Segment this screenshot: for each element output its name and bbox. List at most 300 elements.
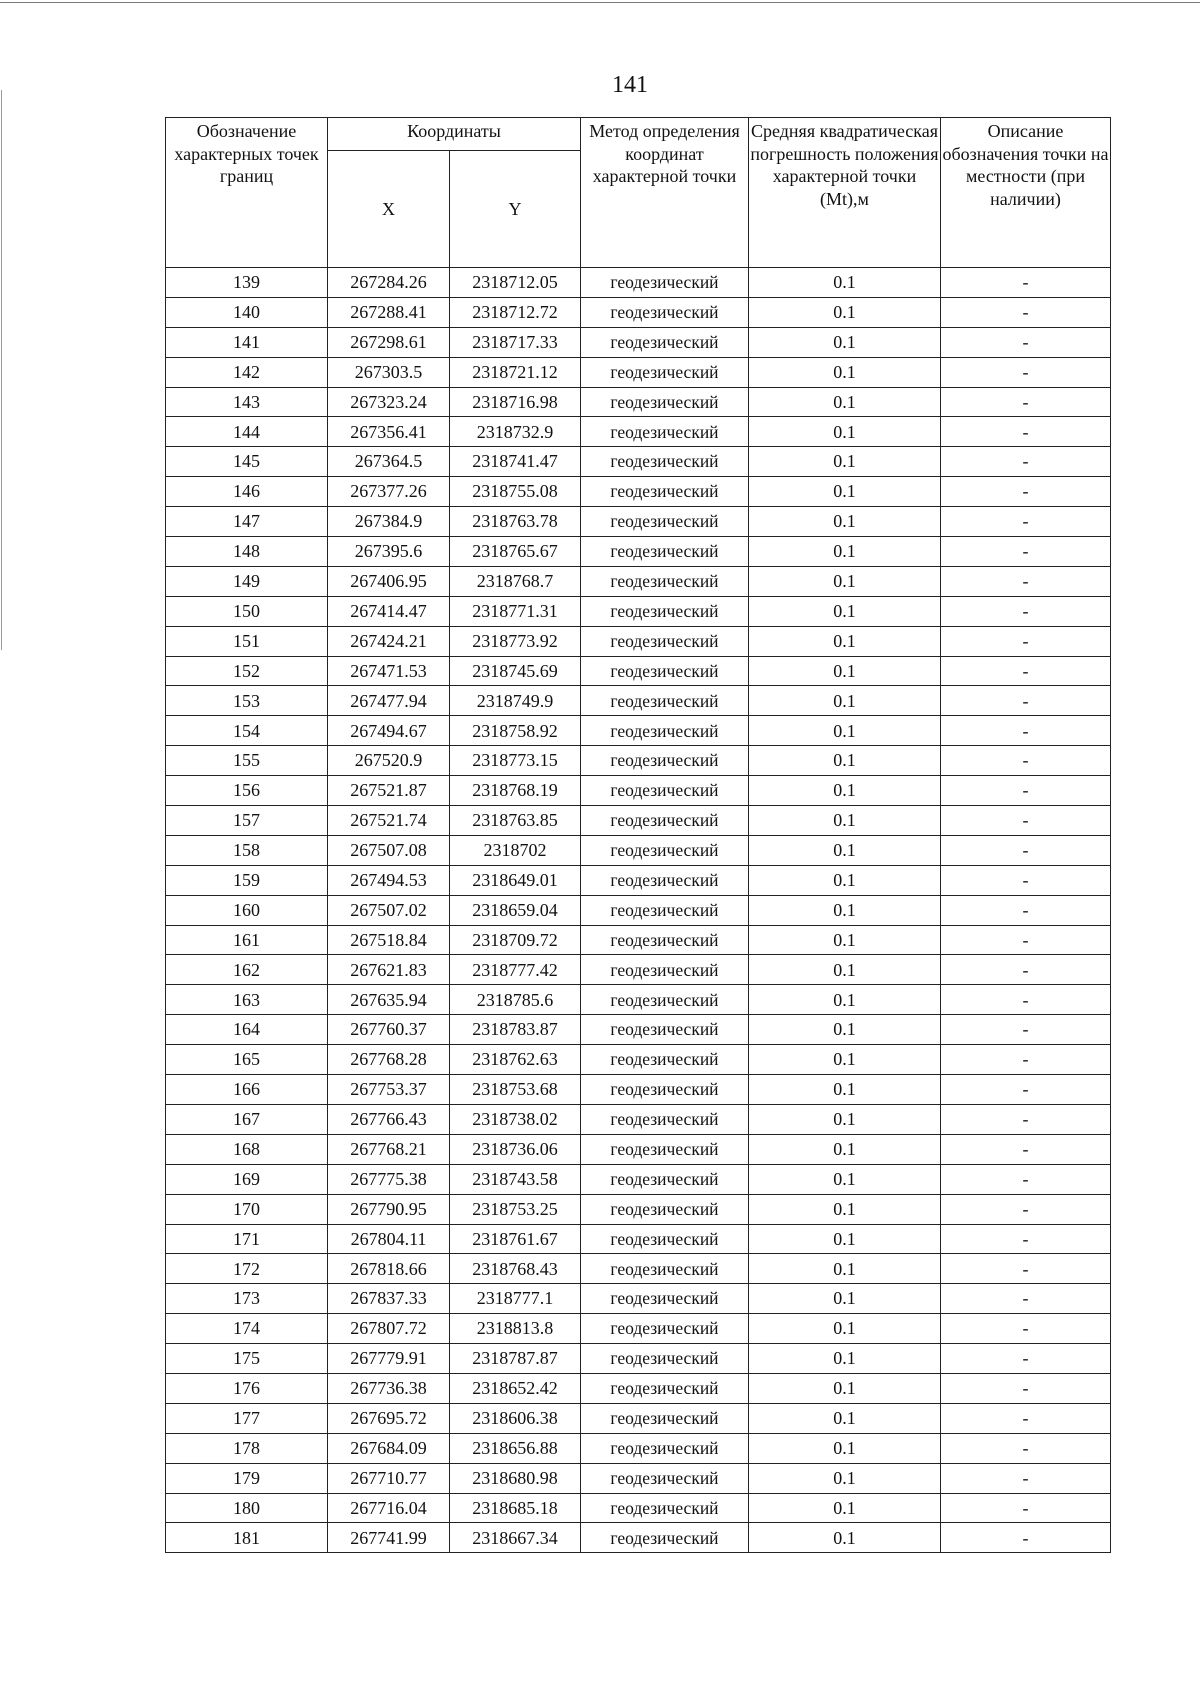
table-row — [166, 776, 1111, 806]
cell-y: 2318768.43 — [450, 1254, 581, 1284]
cell-y: 2318762.63 — [450, 1045, 581, 1075]
cell-x: 267303.5 — [328, 357, 450, 387]
table-row — [166, 806, 1111, 836]
cell-error: 0.1 — [749, 776, 941, 806]
cell-error: 0.1 — [749, 1523, 941, 1553]
cell-x: 267424.21 — [328, 626, 450, 656]
cell-point: 142 — [166, 357, 328, 387]
cell-point: 144 — [166, 417, 328, 447]
cell-error: 0.1 — [749, 477, 941, 507]
cell-x: 267323.24 — [328, 387, 450, 417]
cell-error: 0.1 — [749, 865, 941, 895]
cell-error: 0.1 — [749, 596, 941, 626]
cell-y: 2318785.6 — [450, 985, 581, 1015]
cell-method: геодезический — [581, 1194, 749, 1224]
cell-y: 2318745.69 — [450, 656, 581, 686]
cell-method: геодезический — [581, 447, 749, 477]
header-point: Обозначение характерных точек границ — [166, 118, 328, 268]
cell-y: 2318659.04 — [450, 895, 581, 925]
cell-method: геодезический — [581, 297, 749, 327]
cell-y: 2318656.88 — [450, 1433, 581, 1463]
table-row — [166, 1373, 1111, 1403]
cell-y: 2318777.1 — [450, 1284, 581, 1314]
cell-point: 150 — [166, 596, 328, 626]
cell-error: 0.1 — [749, 1493, 941, 1523]
cell-description: - — [941, 268, 1111, 298]
cell-description: - — [941, 1224, 1111, 1254]
cell-error: 0.1 — [749, 656, 941, 686]
cell-x: 267695.72 — [328, 1403, 450, 1433]
cell-point: 140 — [166, 297, 328, 327]
cell-method: геодезический — [581, 865, 749, 895]
cell-description: - — [941, 297, 1111, 327]
cell-method: геодезический — [581, 746, 749, 776]
cell-method: геодезический — [581, 776, 749, 806]
cell-point: 159 — [166, 865, 328, 895]
table-row — [166, 1314, 1111, 1344]
cell-point: 165 — [166, 1045, 328, 1075]
cell-method: геодезический — [581, 1104, 749, 1134]
cell-x: 267477.94 — [328, 686, 450, 716]
cell-x: 267741.99 — [328, 1523, 450, 1553]
cell-y: 2318652.42 — [450, 1373, 581, 1403]
cell-method: геодезический — [581, 1284, 749, 1314]
cell-point: 175 — [166, 1344, 328, 1374]
cell-y: 2318787.87 — [450, 1344, 581, 1374]
cell-y: 2318741.47 — [450, 447, 581, 477]
cell-y: 2318773.92 — [450, 626, 581, 656]
cell-y: 2318771.31 — [450, 596, 581, 626]
cell-x: 267635.94 — [328, 985, 450, 1015]
cell-x: 267406.95 — [328, 566, 450, 596]
table-row — [166, 1194, 1111, 1224]
cell-point: 155 — [166, 746, 328, 776]
cell-x: 267494.67 — [328, 716, 450, 746]
cell-error: 0.1 — [749, 985, 941, 1015]
cell-method: геодезический — [581, 1344, 749, 1374]
cell-method: геодезический — [581, 895, 749, 925]
table-row — [166, 1104, 1111, 1134]
table-row — [166, 447, 1111, 477]
cell-method: геодезический — [581, 1015, 749, 1045]
cell-method: геодезический — [581, 357, 749, 387]
table-body — [166, 268, 1111, 1553]
cell-description: - — [941, 656, 1111, 686]
table-row — [166, 1344, 1111, 1374]
cell-method: геодезический — [581, 1433, 749, 1463]
cell-y: 2318702 — [450, 835, 581, 865]
table-row — [166, 1433, 1111, 1463]
table-row — [166, 925, 1111, 955]
cell-description: - — [941, 865, 1111, 895]
cell-method: геодезический — [581, 268, 749, 298]
scan-edge-line — [1, 90, 2, 650]
cell-error: 0.1 — [749, 297, 941, 327]
table-row — [166, 1045, 1111, 1075]
cell-point: 145 — [166, 447, 328, 477]
cell-description: - — [941, 955, 1111, 985]
cell-error: 0.1 — [749, 327, 941, 357]
cell-error: 0.1 — [749, 357, 941, 387]
cell-y: 2318753.25 — [450, 1194, 581, 1224]
cell-y: 2318649.01 — [450, 865, 581, 895]
cell-y: 2318712.72 — [450, 297, 581, 327]
cell-method: геодезический — [581, 417, 749, 447]
table-row — [166, 566, 1111, 596]
cell-method: геодезический — [581, 596, 749, 626]
cell-method: геодезический — [581, 626, 749, 656]
cell-x: 267775.38 — [328, 1164, 450, 1194]
cell-point: 174 — [166, 1314, 328, 1344]
table-row — [166, 1523, 1111, 1553]
cell-x: 267736.38 — [328, 1373, 450, 1403]
cell-description: - — [941, 686, 1111, 716]
cell-method: геодезический — [581, 716, 749, 746]
cell-error: 0.1 — [749, 925, 941, 955]
cell-x: 267377.26 — [328, 477, 450, 507]
cell-error: 0.1 — [749, 1403, 941, 1433]
cell-x: 267284.26 — [328, 268, 450, 298]
table-row — [166, 1254, 1111, 1284]
cell-method: геодезический — [581, 327, 749, 357]
cell-y: 2318685.18 — [450, 1493, 581, 1523]
cell-method: геодезический — [581, 1314, 749, 1344]
cell-method: геодезический — [581, 1075, 749, 1105]
table-row — [166, 1284, 1111, 1314]
cell-y: 2318736.06 — [450, 1134, 581, 1164]
cell-description: - — [941, 1314, 1111, 1344]
table-row — [166, 835, 1111, 865]
cell-y: 2318813.8 — [450, 1314, 581, 1344]
header-error: Средняя квадратическая погрешность положения характерной точки (Mt),м — [749, 118, 941, 268]
cell-description: - — [941, 746, 1111, 776]
table-row — [166, 477, 1111, 507]
cell-x: 267507.02 — [328, 895, 450, 925]
cell-x: 267766.43 — [328, 1104, 450, 1134]
table-row — [166, 985, 1111, 1015]
cell-method: геодезический — [581, 1045, 749, 1075]
cell-y: 2318712.05 — [450, 268, 581, 298]
cell-y: 2318765.67 — [450, 537, 581, 567]
cell-description: - — [941, 835, 1111, 865]
cell-error: 0.1 — [749, 1373, 941, 1403]
cell-error: 0.1 — [749, 537, 941, 567]
cell-x: 267471.53 — [328, 656, 450, 686]
cell-method: геодезический — [581, 566, 749, 596]
cell-description: - — [941, 776, 1111, 806]
cell-point: 160 — [166, 895, 328, 925]
cell-method: геодезический — [581, 1373, 749, 1403]
cell-x: 267364.5 — [328, 447, 450, 477]
table-row — [166, 656, 1111, 686]
cell-x: 267356.41 — [328, 417, 450, 447]
cell-y: 2318761.67 — [450, 1224, 581, 1254]
cell-description: - — [941, 1104, 1111, 1134]
cell-error: 0.1 — [749, 566, 941, 596]
cell-y: 2318716.98 — [450, 387, 581, 417]
cell-point: 171 — [166, 1224, 328, 1254]
cell-point: 157 — [166, 806, 328, 836]
cell-method: геодезический — [581, 985, 749, 1015]
cell-error: 0.1 — [749, 268, 941, 298]
cell-x: 267818.66 — [328, 1254, 450, 1284]
cell-x: 267395.6 — [328, 537, 450, 567]
cell-error: 0.1 — [749, 387, 941, 417]
table-row — [166, 507, 1111, 537]
cell-point: 177 — [166, 1403, 328, 1433]
table-row — [166, 895, 1111, 925]
cell-description: - — [941, 1194, 1111, 1224]
cell-error: 0.1 — [749, 1224, 941, 1254]
cell-method: геодезический — [581, 835, 749, 865]
cell-y: 2318732.9 — [450, 417, 581, 447]
cell-x: 267298.61 — [328, 327, 450, 357]
cell-y: 2318755.08 — [450, 477, 581, 507]
cell-point: 176 — [166, 1373, 328, 1403]
table-row — [166, 1403, 1111, 1433]
cell-x: 267518.84 — [328, 925, 450, 955]
cell-description: - — [941, 1134, 1111, 1164]
cell-error: 0.1 — [749, 1314, 941, 1344]
cell-x: 267288.41 — [328, 297, 450, 327]
cell-method: геодезический — [581, 477, 749, 507]
cell-y: 2318768.19 — [450, 776, 581, 806]
cell-point: 180 — [166, 1493, 328, 1523]
cell-description: - — [941, 985, 1111, 1015]
cell-method: геодезический — [581, 1523, 749, 1553]
cell-description: - — [941, 626, 1111, 656]
cell-point: 147 — [166, 507, 328, 537]
cell-description: - — [941, 387, 1111, 417]
cell-y: 2318777.42 — [450, 955, 581, 985]
cell-y: 2318773.15 — [450, 746, 581, 776]
cell-y: 2318763.78 — [450, 507, 581, 537]
cell-x: 267384.9 — [328, 507, 450, 537]
table-row — [166, 357, 1111, 387]
cell-point: 166 — [166, 1075, 328, 1105]
cell-description: - — [941, 1344, 1111, 1374]
table-row — [166, 746, 1111, 776]
cell-point: 149 — [166, 566, 328, 596]
cell-description: - — [941, 1284, 1111, 1314]
cell-description: - — [941, 507, 1111, 537]
cell-y: 2318606.38 — [450, 1403, 581, 1433]
cell-y: 2318763.85 — [450, 806, 581, 836]
cell-error: 0.1 — [749, 626, 941, 656]
table-row — [166, 327, 1111, 357]
cell-x: 267521.74 — [328, 806, 450, 836]
cell-error: 0.1 — [749, 806, 941, 836]
table-row — [166, 268, 1111, 298]
cell-y: 2318717.33 — [450, 327, 581, 357]
cell-error: 0.1 — [749, 955, 941, 985]
cell-point: 169 — [166, 1164, 328, 1194]
cell-method: геодезический — [581, 387, 749, 417]
table-row — [166, 716, 1111, 746]
cell-method: геодезический — [581, 1403, 749, 1433]
cell-x: 267768.28 — [328, 1045, 450, 1075]
cell-description: - — [941, 1015, 1111, 1045]
cell-error: 0.1 — [749, 686, 941, 716]
cell-description: - — [941, 1403, 1111, 1433]
cell-point: 154 — [166, 716, 328, 746]
cell-x: 267779.91 — [328, 1344, 450, 1374]
cell-description: - — [941, 806, 1111, 836]
cell-point: 143 — [166, 387, 328, 417]
cell-description: - — [941, 417, 1111, 447]
table-row — [166, 1463, 1111, 1493]
cell-point: 162 — [166, 955, 328, 985]
header-description: Описание обозначения точки на местности (при наличии) — [941, 118, 1111, 268]
cell-error: 0.1 — [749, 1254, 941, 1284]
cell-method: геодезический — [581, 537, 749, 567]
table-row — [166, 686, 1111, 716]
cell-method: геодезический — [581, 1254, 749, 1284]
cell-error: 0.1 — [749, 1164, 941, 1194]
cell-method: геодезический — [581, 1224, 749, 1254]
header-x: X — [328, 151, 450, 268]
cell-x: 267837.33 — [328, 1284, 450, 1314]
cell-x: 267753.37 — [328, 1075, 450, 1105]
cell-x: 267507.08 — [328, 835, 450, 865]
cell-error: 0.1 — [749, 507, 941, 537]
cell-point: 181 — [166, 1523, 328, 1553]
header-coordinates: Координаты — [328, 118, 581, 151]
cell-description: - — [941, 925, 1111, 955]
cell-point: 179 — [166, 1463, 328, 1493]
cell-method: геодезический — [581, 806, 749, 836]
cell-point: 173 — [166, 1284, 328, 1314]
cell-point: 153 — [166, 686, 328, 716]
cell-error: 0.1 — [749, 417, 941, 447]
cell-point: 152 — [166, 656, 328, 686]
cell-method: геодезический — [581, 507, 749, 537]
cell-error: 0.1 — [749, 1134, 941, 1164]
cell-description: - — [941, 1045, 1111, 1075]
cell-x: 267520.9 — [328, 746, 450, 776]
table-row — [166, 865, 1111, 895]
header-y: Y — [450, 151, 581, 268]
cell-method: геодезический — [581, 1463, 749, 1493]
cell-description: - — [941, 1493, 1111, 1523]
cell-point: 146 — [166, 477, 328, 507]
cell-y: 2318743.58 — [450, 1164, 581, 1194]
cell-x: 267807.72 — [328, 1314, 450, 1344]
boundary-points-table — [165, 117, 1111, 1553]
cell-error: 0.1 — [749, 447, 941, 477]
cell-description: - — [941, 1523, 1111, 1553]
cell-x: 267494.53 — [328, 865, 450, 895]
top-border-line — [0, 2, 1200, 3]
cell-error: 0.1 — [749, 1463, 941, 1493]
cell-point: 156 — [166, 776, 328, 806]
cell-method: геодезический — [581, 656, 749, 686]
cell-method: геодезический — [581, 1493, 749, 1523]
cell-method: геодезический — [581, 925, 749, 955]
cell-y: 2318768.7 — [450, 566, 581, 596]
cell-x: 267716.04 — [328, 1493, 450, 1523]
cell-error: 0.1 — [749, 1194, 941, 1224]
table-row — [166, 297, 1111, 327]
cell-description: - — [941, 537, 1111, 567]
cell-y: 2318758.92 — [450, 716, 581, 746]
cell-point: 172 — [166, 1254, 328, 1284]
table-row — [166, 626, 1111, 656]
cell-point: 170 — [166, 1194, 328, 1224]
cell-description: - — [941, 1463, 1111, 1493]
cell-description: - — [941, 1373, 1111, 1403]
table-row — [166, 1164, 1111, 1194]
cell-point: 167 — [166, 1104, 328, 1134]
cell-y: 2318709.72 — [450, 925, 581, 955]
cell-point: 139 — [166, 268, 328, 298]
cell-point: 148 — [166, 537, 328, 567]
cell-description: - — [941, 596, 1111, 626]
table-row — [166, 955, 1111, 985]
cell-point: 178 — [166, 1433, 328, 1463]
cell-point: 158 — [166, 835, 328, 865]
table-row — [166, 387, 1111, 417]
cell-y: 2318738.02 — [450, 1104, 581, 1134]
table-row — [166, 1493, 1111, 1523]
cell-description: - — [941, 1075, 1111, 1105]
table-row — [166, 1224, 1111, 1254]
cell-point: 141 — [166, 327, 328, 357]
cell-description: - — [941, 895, 1111, 925]
cell-point: 163 — [166, 985, 328, 1015]
table-row — [166, 1134, 1111, 1164]
cell-x: 267684.09 — [328, 1433, 450, 1463]
cell-error: 0.1 — [749, 1433, 941, 1463]
cell-x: 267710.77 — [328, 1463, 450, 1493]
page-number: 141 — [612, 72, 648, 98]
cell-error: 0.1 — [749, 895, 941, 925]
cell-error: 0.1 — [749, 1344, 941, 1374]
cell-method: геодезический — [581, 686, 749, 716]
cell-x: 267521.87 — [328, 776, 450, 806]
cell-error: 0.1 — [749, 746, 941, 776]
cell-x: 267804.11 — [328, 1224, 450, 1254]
cell-description: - — [941, 1164, 1111, 1194]
cell-description: - — [941, 1254, 1111, 1284]
cell-error: 0.1 — [749, 1045, 941, 1075]
cell-y: 2318667.34 — [450, 1523, 581, 1553]
cell-description: - — [941, 477, 1111, 507]
cell-error: 0.1 — [749, 1015, 941, 1045]
cell-y: 2318721.12 — [450, 357, 581, 387]
cell-error: 0.1 — [749, 835, 941, 865]
cell-x: 267768.21 — [328, 1134, 450, 1164]
cell-x: 267414.47 — [328, 596, 450, 626]
cell-description: - — [941, 447, 1111, 477]
cell-description: - — [941, 1433, 1111, 1463]
cell-method: геодезический — [581, 1164, 749, 1194]
cell-y: 2318749.9 — [450, 686, 581, 716]
cell-point: 164 — [166, 1015, 328, 1045]
cell-description: - — [941, 566, 1111, 596]
cell-y: 2318753.68 — [450, 1075, 581, 1105]
cell-description: - — [941, 357, 1111, 387]
cell-error: 0.1 — [749, 1075, 941, 1105]
cell-point: 168 — [166, 1134, 328, 1164]
header-method: Метод определения координат характерной точки — [581, 118, 749, 268]
cell-description: - — [941, 327, 1111, 357]
cell-method: геодезический — [581, 955, 749, 985]
cell-x: 267790.95 — [328, 1194, 450, 1224]
table-row — [166, 537, 1111, 567]
cell-error: 0.1 — [749, 716, 941, 746]
cell-error: 0.1 — [749, 1284, 941, 1314]
